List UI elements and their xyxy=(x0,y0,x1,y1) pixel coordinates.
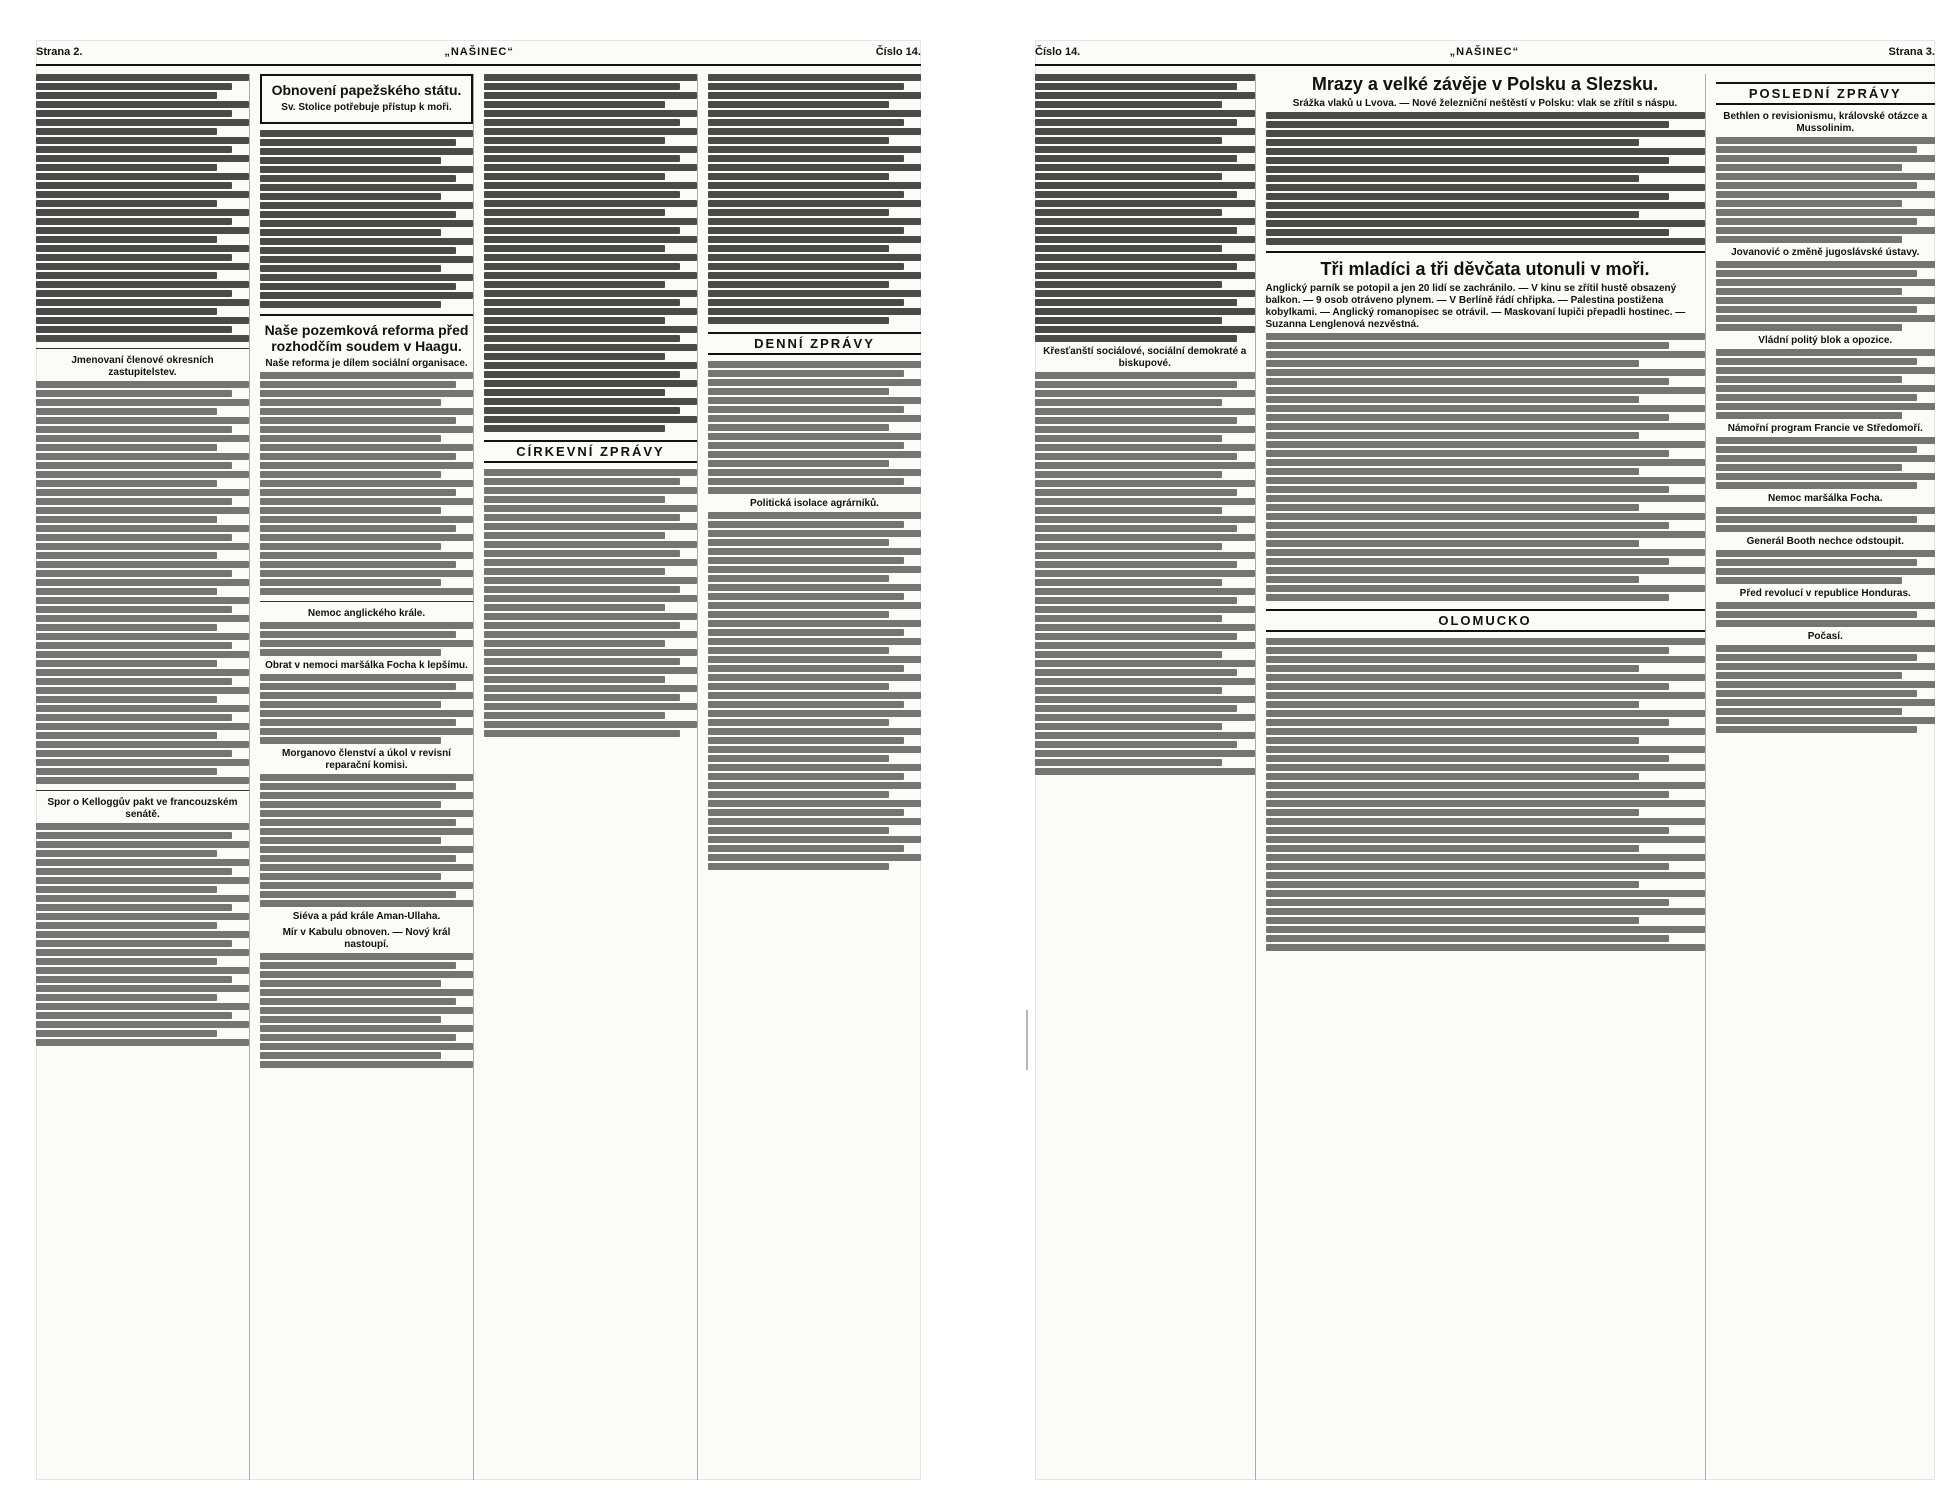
left-col-2-text-4 xyxy=(260,674,473,744)
left-col-1-rule xyxy=(36,348,249,349)
right-col-2-text-2 xyxy=(1266,333,1705,601)
right-col-3-section-7: Před revolucí v republice Honduras. xyxy=(1739,588,1911,599)
page-gutter xyxy=(930,40,1026,1480)
left-col-4-text-1 xyxy=(708,74,921,324)
right-col-3-text-3 xyxy=(1716,349,1936,419)
right-columns xyxy=(1035,74,1935,1480)
right-col-3-text-6 xyxy=(1716,550,1936,584)
right-page xyxy=(1035,40,1935,1480)
left-col-2 xyxy=(260,74,474,1480)
left-col-2-text-6 xyxy=(260,953,473,1068)
left-col-4-text-3 xyxy=(708,512,921,870)
left-col-1-text xyxy=(36,74,249,342)
right-col-3-section-8: Počasí. xyxy=(1807,631,1843,642)
right-col-2-section-olomoucko: OLOMUCKO xyxy=(1266,609,1705,632)
right-col-3-section-5: Nemoc maršálka Focha. xyxy=(1768,493,1883,504)
left-col-2-heading-2: Naše pozemková reforma před rozhodčím soudem v Haagu. xyxy=(264,322,469,354)
left-col-2-section-4: Siéva a pád krále Aman-Ullaha. xyxy=(292,911,441,922)
left-col-2-text-5 xyxy=(260,774,473,907)
right-col-3-text-1 xyxy=(1716,137,1936,243)
left-col-1-text-3 xyxy=(36,823,249,1046)
right-col-1 xyxy=(1035,74,1256,1480)
left-col-1-section-1: Jmenovaní členové okresních zastupitelstev. xyxy=(71,355,214,378)
left-col-1-rule-2 xyxy=(36,790,249,791)
left-col-1 xyxy=(36,74,250,1480)
left-col-2-text-3 xyxy=(260,622,473,656)
left-col-2-subheading-1: Sv. Stolice potřebuje přístup k moři. xyxy=(281,102,452,113)
left-col-2-text-1 xyxy=(260,130,473,308)
right-col-2-heading-2: Tři mladíci a tři děvčata utonuli v moři. xyxy=(1320,259,1650,279)
right-col-2-rule-1 xyxy=(1266,251,1705,253)
left-col-4-section-2: Politická isolace agrárníků. xyxy=(750,498,879,509)
right-col-2-text-1 xyxy=(1266,112,1705,245)
right-col-3 xyxy=(1716,74,1936,1480)
right-col-3-text-4 xyxy=(1716,437,1936,489)
left-col-2-lead-box xyxy=(260,74,473,124)
left-col-1-section-2: Spor o Kelloggův pakt ve francouzském senátě. xyxy=(47,797,238,820)
right-issue-number: Číslo 14. xyxy=(1035,46,1081,58)
left-newspaper-title: „NAŠINEC“ xyxy=(444,46,514,58)
left-col-2-section-1: Nemoc anglického krále. xyxy=(307,608,426,619)
right-col-2-heading-1: Mrazy a velké závěje v Polsku a Slezsku. xyxy=(1311,74,1659,94)
left-col-1-text-2 xyxy=(36,381,249,784)
left-col-4 xyxy=(708,74,921,1480)
right-col-2 xyxy=(1266,74,1706,1480)
right-col-3-text-8 xyxy=(1716,645,1936,733)
left-col-3-section-church-news: CÍRKEVNÍ ZPRÁVY xyxy=(484,440,697,463)
right-col-3-text-5 xyxy=(1716,507,1936,532)
right-col-1-text-2 xyxy=(1035,372,1255,775)
left-columns xyxy=(36,74,921,1480)
left-col-2-rule-2 xyxy=(260,601,473,602)
left-col-2-section-3: Morganovo členství a úkol v revisní reparační komisi. xyxy=(282,748,451,771)
left-col-2-subheading-2: Naše reforma je dílem sociální organisace. xyxy=(265,358,468,369)
right-col-1-section-1: Křesťanští sociálové, sociální demokraté a biskupové. xyxy=(1043,346,1247,369)
left-col-2-heading-1: Obnovení papežského státu. xyxy=(271,82,462,98)
left-page-header xyxy=(36,40,921,66)
left-col-4-text-2 xyxy=(708,361,921,494)
right-col-3-section-6: Generál Booth nechce odstoupit. xyxy=(1746,536,1904,547)
right-col-3-section-1: Bethlen o revisionismu, královské otázce a Mussolinim. xyxy=(1723,111,1928,134)
gutter-binding-mark xyxy=(1026,1010,1034,1070)
left-col-2-rule-1 xyxy=(260,314,473,316)
right-page-number: Strana 3. xyxy=(1888,46,1935,58)
right-newspaper-title: „NAŠINEC“ xyxy=(1449,46,1520,58)
right-col-3-section-3: Vládní politý blok a opozice. xyxy=(1758,335,1893,346)
left-col-3-text-1 xyxy=(484,74,697,432)
right-col-3-text-2 xyxy=(1716,261,1936,331)
right-col-1-text-1 xyxy=(1035,74,1255,342)
left-issue-number: Číslo 14. xyxy=(875,46,921,58)
right-page-header xyxy=(1035,40,1935,66)
left-col-3-text-2 xyxy=(484,469,697,737)
left-col-3 xyxy=(484,74,698,1480)
right-col-2-text-3 xyxy=(1266,638,1705,951)
right-col-2-subheading-1: Srážka vlaků u Lvova. — Nové železniční neštěstí v Polsku: vlak se zřítil s náspu. xyxy=(1292,98,1678,109)
left-col-2-section-5: Mír v Kabulu obnoven. — Nový král nastoupí. xyxy=(282,927,451,950)
right-col-3-section-latest-news: POSLEDNÍ ZPRÁVY xyxy=(1716,82,1936,105)
right-col-2-subheading-2: Anglický parník se potopil a jen 20 lidí se zachránilo. — V kinu se zřítil hustě obsazený balkon. — 9 osob otráveno plynem. — V Berlíně řádí chřipka. — Palestina postižena kobylkami. — Anglický romanopisec se otrávil. — Maskovaní lupiči přepadli hostinec. — Suzanna Lenglenová nezvěstná. xyxy=(1265,283,1686,330)
left-page-number: Strana 2. xyxy=(36,46,83,58)
left-col-4-section-daily-news: DENNÍ ZPRÁVY xyxy=(708,332,921,355)
right-col-3-section-2: Jovanović o změně jugoslávské ústavy. xyxy=(1731,247,1920,258)
right-col-3-text-7 xyxy=(1716,602,1936,627)
left-col-2-text-2 xyxy=(260,372,473,595)
left-page xyxy=(36,40,921,1480)
left-col-2-section-2: Obrat v nemoci maršálka Focha k lepšímu. xyxy=(265,660,468,671)
right-col-3-section-4: Námořní program Francie ve Středomoří. xyxy=(1727,423,1923,434)
